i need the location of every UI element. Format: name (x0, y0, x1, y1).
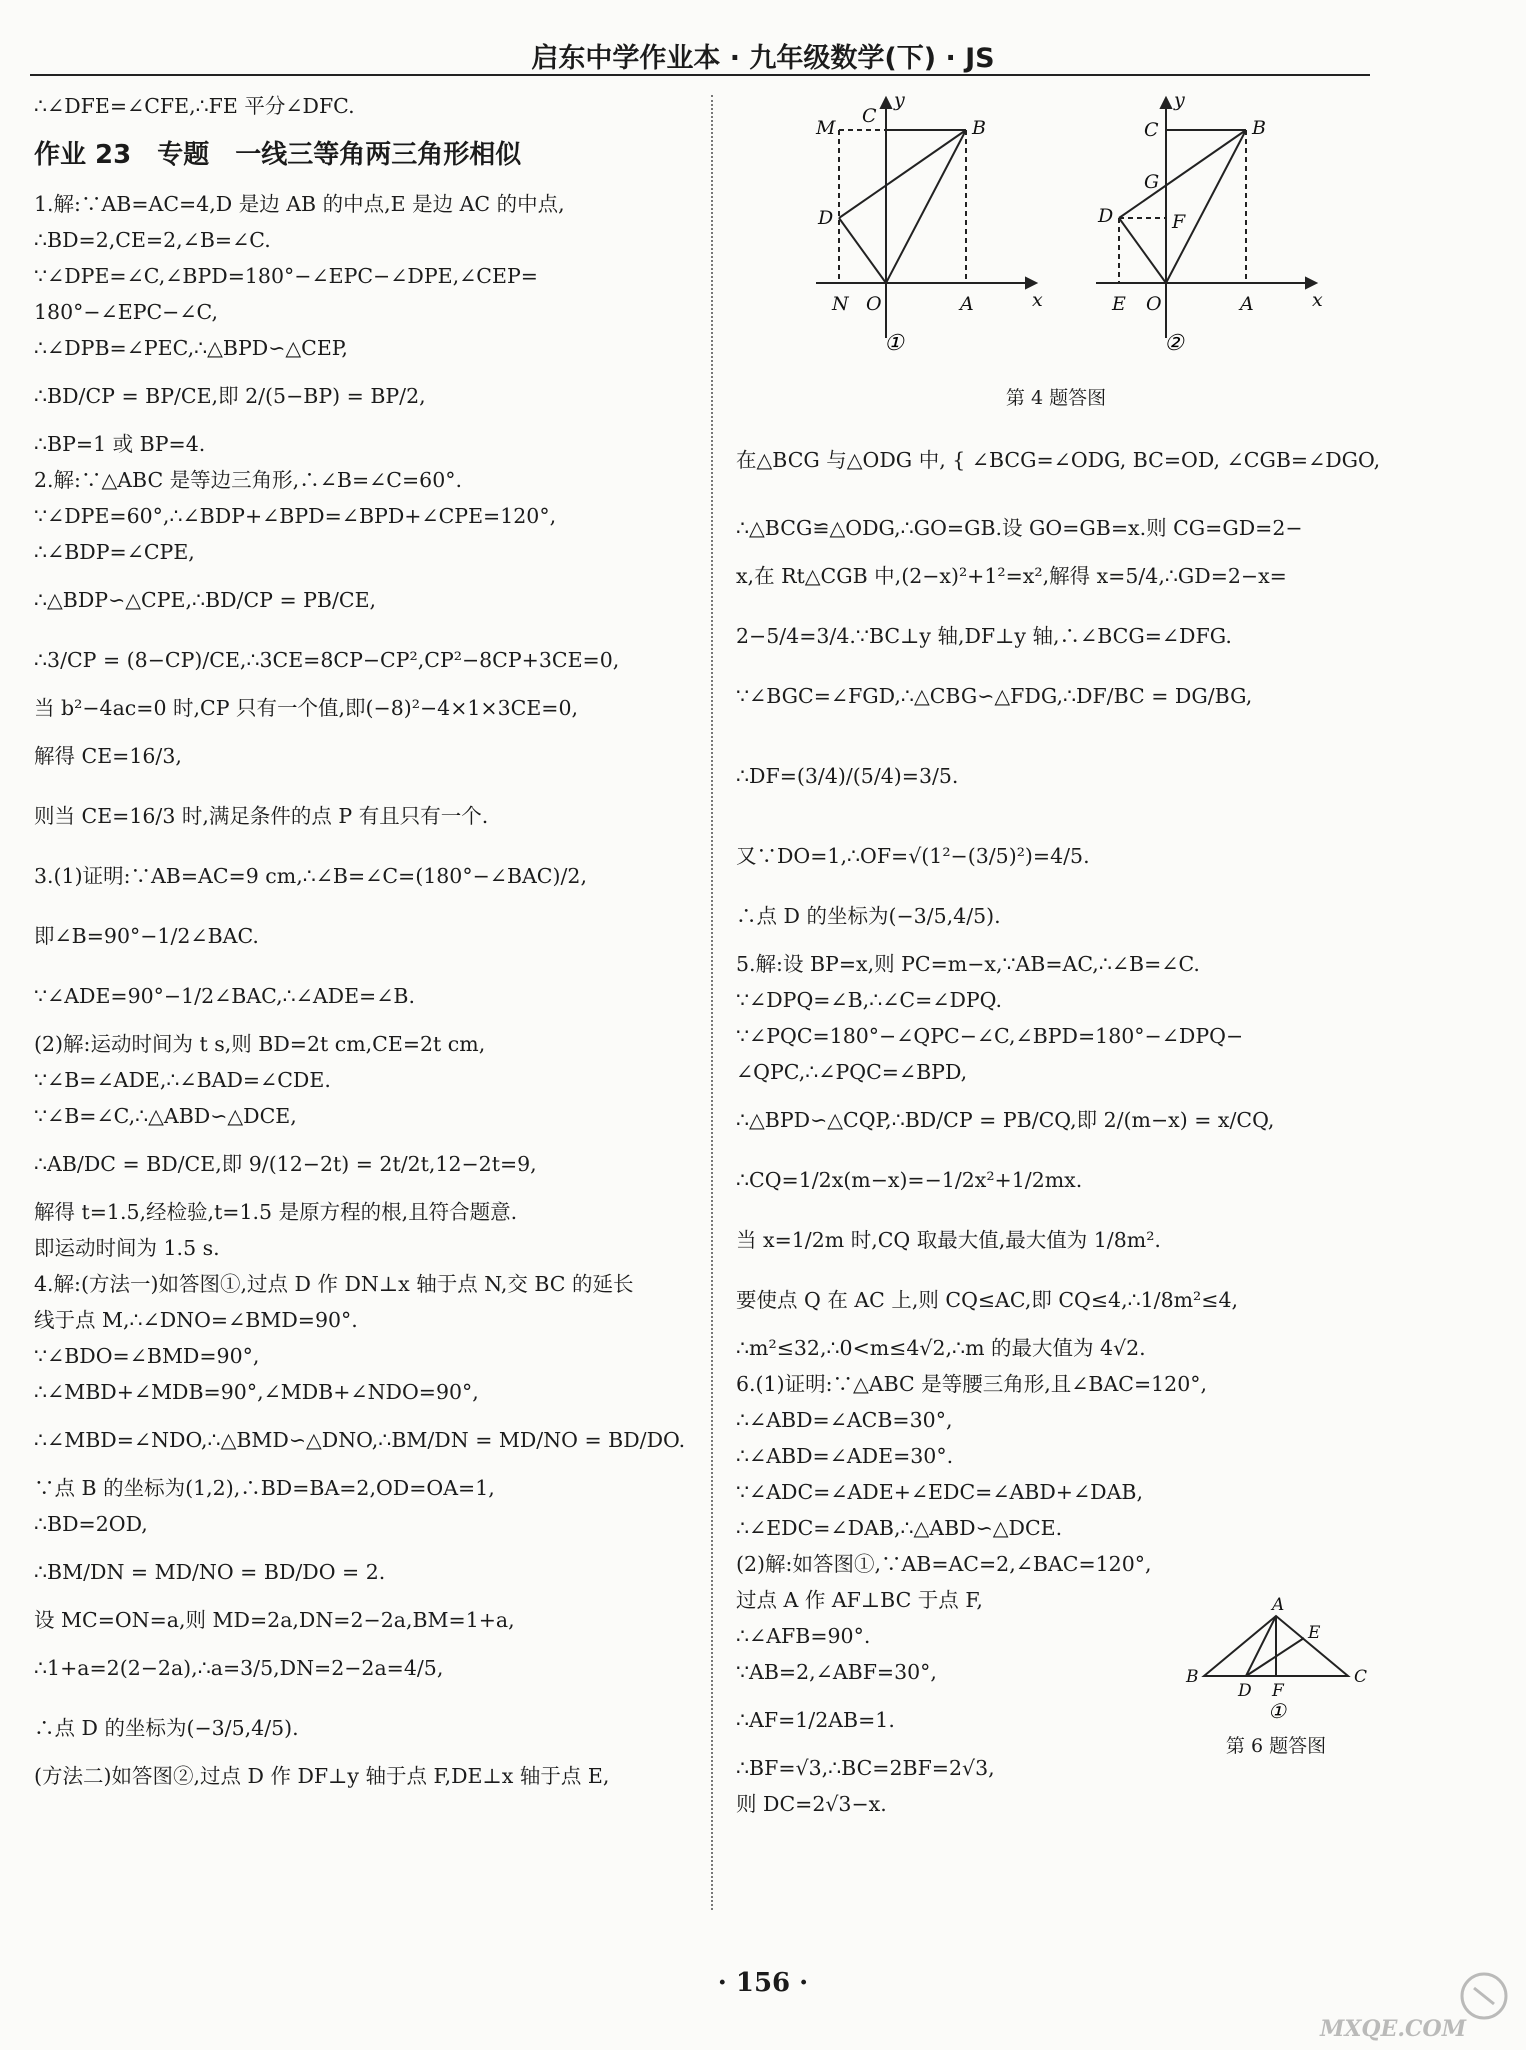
point-label: C (1144, 119, 1159, 141)
text-line: ∵∠ADC=∠ADE+∠EDC=∠ABD+∠DAB, (736, 1480, 1143, 1504)
text-line: 当 b²−4ac=0 时,CP 只有一个值,即(−8)²−4×1×3CE=0, (34, 696, 579, 720)
text-line: ∴1+a=2(2−2a),∴a=3/5,DN=2−2a=4/5, (34, 1656, 444, 1680)
text-line: ∴∠ABD=∠ACB=30°, (736, 1408, 953, 1432)
section-title: 作业 23 专题 一线三等角两三角形相似 (34, 140, 522, 170)
figure-4-diagrams (736, 88, 1376, 378)
text-line: ∴∠MBD+∠MDB=90°,∠MDB+∠NDO=90°, (34, 1380, 479, 1404)
segment-ob (1166, 130, 1246, 283)
text-line: ∴△BDP∽△CPE,∴BD/CP = PB/CE, (34, 588, 377, 612)
segment-do (839, 218, 886, 283)
point-label: E (1112, 293, 1126, 315)
watermark-logo (1314, 1964, 1514, 2044)
segment-do (1119, 218, 1166, 283)
text-line: ∴BP=1 或 BP=4. (34, 432, 206, 456)
point-label: O (866, 293, 882, 315)
text-line: ∴点 D 的坐标为(−3/5,4/5). (736, 904, 1001, 928)
figure-number: ① (1268, 1699, 1286, 1723)
figure-4 (736, 88, 1376, 410)
text-line: ∴∠ABD=∠ADE=30°. (736, 1444, 954, 1468)
text-line: ∵∠DPQ=∠B,∴∠C=∠DPQ. (736, 988, 1002, 1012)
text-line: 解得 t=1.5,经检验,t=1.5 是原方程的根,且符合题意. (34, 1200, 518, 1224)
text-line: 则当 CE=16/3 时,满足条件的点 P 有且只有一个. (34, 804, 489, 828)
text-line: 则 DC=2√3−x. (736, 1792, 887, 1816)
text-line: 1.解:∵AB=AC=4,D 是边 AB 的中点,E 是边 AC 的中点, (34, 192, 565, 216)
text-line: ∵∠ADE=90°−1/2∠BAC,∴∠ADE=∠B. (34, 984, 415, 1008)
text-line: ∵∠PQC=180°−∠QPC−∠C,∠BPD=180°−∠DPQ− (736, 1024, 1244, 1048)
point-label: F (1172, 211, 1186, 233)
column-divider (711, 95, 714, 1910)
figure-caption: 第 6 题答图 (1225, 1735, 1327, 1757)
segment-db (1119, 130, 1246, 218)
text-line: ∵∠DPE=60°,∴∠BDP+∠BPD=∠BPD+∠CPE=120°, (34, 504, 557, 528)
point-label: O (1146, 293, 1162, 315)
text-line: ∴∠EDC=∠DAB,∴△ABD∽△DCE. (736, 1516, 1063, 1540)
point-label: B (972, 117, 986, 139)
text-line: 又∵DO=1,∴OF=√(1²−(3/5)²)=4/5. (736, 844, 1090, 868)
point-label: A (960, 293, 974, 315)
y-axis-arrow (881, 98, 891, 108)
text-line: ∴m²≤32,∴0<m≤4√2,∴m 的最大值为 4√2. (736, 1336, 1146, 1360)
right-column (736, 88, 1381, 1836)
point-label: B (1252, 117, 1266, 139)
text-line: ∵∠BDO=∠BMD=90°, (34, 1344, 260, 1368)
point-label: D (818, 207, 834, 229)
text-line: ∴∠BDP=∠CPE, (34, 540, 195, 564)
point-label: C (862, 105, 877, 127)
text-line: ∠QPC,∴∠PQC=∠BPD, (736, 1060, 968, 1084)
left-column (34, 88, 694, 1794)
text-line: 6.(1)证明:∵△ABC 是等腰三角形,且∠BAC=120°, (736, 1372, 1208, 1396)
text-line: ∴∠DPB=∠PEC,∴△BPD∽△CEP, (34, 336, 348, 360)
text-line: 当 x=1/2m 时,CQ 取最大值,最大值为 1/8m². (736, 1228, 1161, 1252)
text-line: ∴点 D 的坐标为(−3/5,4/5). (34, 1716, 299, 1740)
point-label: D (1238, 1681, 1252, 1701)
text-line: ∵∠B=∠C,∴△ABD∽△DCE, (34, 1104, 297, 1128)
text-line: 5.解:设 BP=x,则 PC=m−x,∵AB=AC,∴∠B=∠C. (736, 952, 1200, 976)
point-label: D (1098, 205, 1114, 227)
text-line: ∴AB/DC = BD/CE,即 9/(12−2t) = 2t/2t,12−2t=9, (34, 1152, 537, 1176)
text-line: ∴BF=√3,∴BC=2BF=2√3, (736, 1756, 995, 1780)
text-line: 在△BCG 与△ODG 中, { ∠BCG=∠ODG, BC=OD, ∠CGB=∠DGO, (736, 448, 1381, 472)
point-label: A (1272, 1595, 1285, 1615)
text-line: ∴∠AFB=90°. (736, 1624, 871, 1648)
text-line: x,在 Rt△CGB 中,(2−x)²+1²=x²,解得 x=5/4,∴GD=2−x= (736, 564, 1287, 588)
text-line: 2−5/4=3/4.∵BC⊥y 轴,DF⊥y 轴,∴∠BCG=∠DFG. (736, 624, 1232, 648)
text-line: ∵∠BGC=∠FGD,∴△CBG∽△FDG,∴DF/BC = DG/BG, (736, 684, 1253, 708)
text-line: (2)解:运动时间为 t s,则 BD=2t cm,CE=2t cm, (34, 1032, 486, 1056)
text-line: (2)解:如答图①,∵AB=AC=2,∠BAC=120°, (736, 1552, 1152, 1576)
text-line: ∵AB=2,∠ABF=30°, (736, 1660, 937, 1684)
text-line: 3.(1)证明:∵AB=AC=9 cm,∴∠B=∠C=(180°−∠BAC)/2, (34, 864, 587, 888)
segment-db (839, 130, 966, 218)
header-rule (30, 74, 1370, 76)
point-label: y (1174, 89, 1185, 111)
text-line: (方法二)如答图②,过点 D 作 DF⊥y 轴于点 F,DE⊥x 轴于点 E, (34, 1764, 610, 1788)
text-line: 过点 A 作 AF⊥BC 于点 F, (736, 1588, 983, 1612)
text-line: 设 MC=ON=a,则 MD=2a,DN=2−2a,BM=1+a, (34, 1608, 515, 1632)
point-label: x (1312, 289, 1323, 311)
segment-ob (886, 130, 966, 283)
figure-number: ① (884, 331, 904, 356)
text-line: 180°−∠EPC−∠C, (34, 300, 218, 324)
text-line: ∴△BCG≌△ODG,∴GO=GB.设 GO=GB=x.则 CG=GD=2− (736, 516, 1303, 540)
point-label: M (816, 117, 836, 139)
text-line: ∴∠MBD=∠NDO,∴△BMD∽△DNO,∴BM/DN = MD/NO = BD/DO. (34, 1428, 686, 1452)
point-label: x (1032, 289, 1043, 311)
text-line: ∴DF=(3/4)/(5/4)=3/5. (736, 764, 959, 788)
text-line: ∴3/CP = (8−CP)/CE,∴3CE=8CP−CP²,CP²−8CP+3CE=0, (34, 648, 620, 672)
text-line: ∴AF=1/2AB=1. (736, 1708, 895, 1732)
text-line: ∴BD=2OD, (34, 1512, 148, 1536)
text-line: 线于点 M,∴∠DNO=∠BMD=90°. (34, 1308, 358, 1332)
watermark-text: MXQE.COM (1320, 2016, 1467, 2042)
figure-6-diagram (1176, 1586, 1376, 1726)
figure-caption: 第 4 题答图 (1005, 387, 1107, 409)
point-label: E (1308, 1623, 1321, 1643)
text-line: ∴CQ=1/2x(m−x)=−1/2x²+1/2mx. (736, 1168, 1083, 1192)
page-number: · 156 · (717, 1968, 809, 1998)
figure-number: ② (1164, 331, 1184, 356)
point-label: B (1186, 1667, 1199, 1687)
point-label: C (1354, 1667, 1368, 1687)
text-line: 解得 CE=16/3, (34, 744, 182, 768)
point-label: A (1240, 293, 1254, 315)
text-line: 4.解:(方法一)如答图①,过点 D 作 DN⊥x 轴于点 N,交 BC 的延长 (34, 1272, 634, 1296)
text-line: 即∠B=90°−1/2∠BAC. (34, 924, 259, 948)
figure-6 (1176, 1586, 1376, 1758)
text-line: ∵∠B=∠ADE,∴∠BAD=∠CDE. (34, 1068, 331, 1092)
text-line: 2.解:∵△ABC 是等边三角形,∴∠B=∠C=60°. (34, 468, 463, 492)
text-line: ∴BD/CP = BP/CE,即 2/(5−BP) = BP/2, (34, 384, 426, 408)
problem-6-block (736, 1546, 1376, 1836)
text-line: ∵∠DPE=∠C,∠BPD=180°−∠EPC−∠DPE,∠CEP= (34, 264, 538, 288)
text-line: ∴△BPD∽△CQP,∴BD/CP = PB/CQ,即 2/(m−x) = x/CQ, (736, 1108, 1275, 1132)
x-axis-arrow (1026, 278, 1036, 288)
text-line: 要使点 Q 在 AC 上,则 CQ≤AC,即 CQ≤4,∴1/8m²≤4, (736, 1288, 1239, 1312)
text-line: ∵点 B 的坐标为(1,2),∴BD=BA=2,OD=OA=1, (34, 1476, 495, 1500)
page-header-title: 启东中学作业本 · 九年级数学(下) · JS (531, 43, 995, 74)
point-label: N (832, 293, 849, 315)
text-line: ∴∠DFE=∠CFE,∴FE 平分∠DFC. (34, 94, 355, 118)
y-axis-arrow (1161, 98, 1171, 108)
x-axis-arrow (1306, 278, 1316, 288)
point-label: y (894, 89, 905, 111)
text-line: ∴BM/DN = MD/NO = BD/DO = 2. (34, 1560, 386, 1584)
point-label: F (1272, 1681, 1284, 1701)
point-label: G (1144, 171, 1160, 193)
text-line: ∴BD=2,CE=2,∠B=∠C. (34, 228, 271, 252)
text-line: 即运动时间为 1.5 s. (34, 1236, 220, 1260)
